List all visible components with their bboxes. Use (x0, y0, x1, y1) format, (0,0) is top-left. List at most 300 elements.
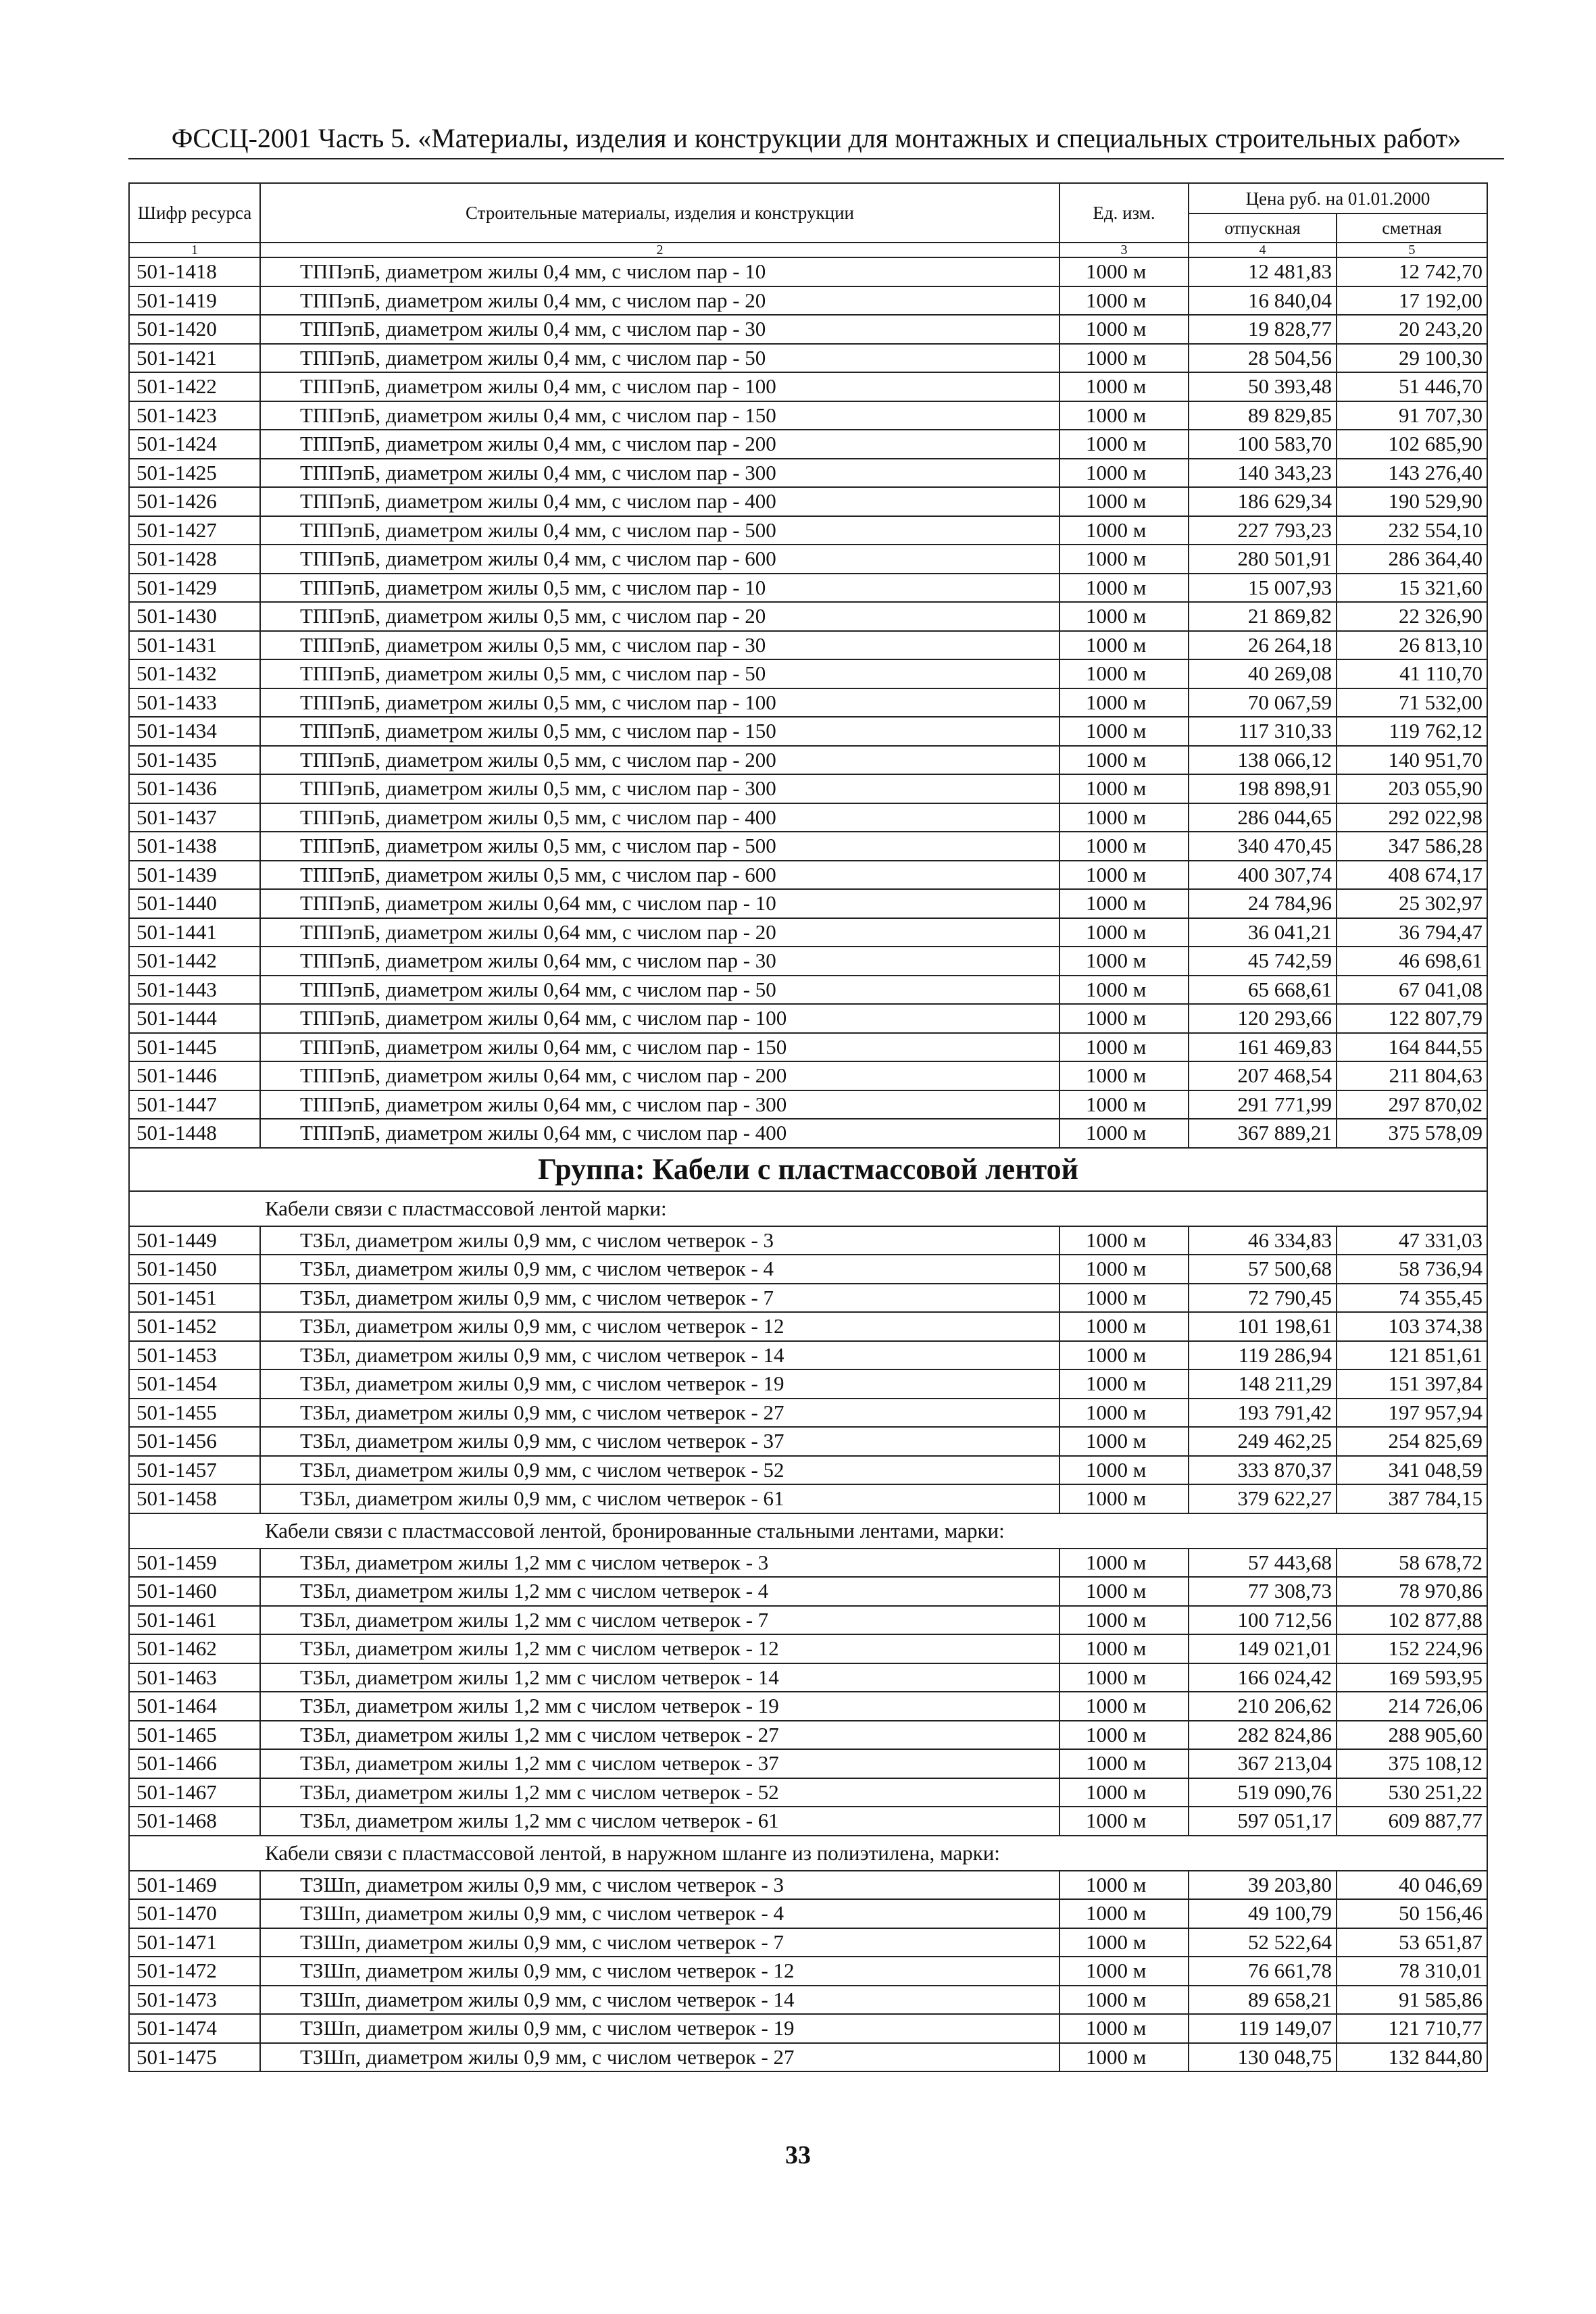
cell-price-release: 21 869,82 (1189, 602, 1337, 631)
cell-unit: 1000 м (1059, 1427, 1189, 1456)
table-row (129, 717, 1487, 746)
cell-unit: 1000 м (1059, 1033, 1189, 1062)
cell-price-estimate: 609 887,77 (1337, 1807, 1487, 1836)
table-group-section (129, 1148, 1487, 1226)
cell-name: ТЗБл, диаметром жилы 1,2 мм с числом четверок - 3 (260, 1549, 1059, 1578)
cell-name: ТППэпБ, диаметром жилы 0,4 мм, с числом пар - 500 (260, 516, 1059, 545)
cell-price-estimate: 169 593,95 (1337, 1663, 1487, 1692)
cell-price-estimate: 347 586,28 (1337, 832, 1487, 861)
cell-price-release: 70 067,59 (1189, 688, 1337, 718)
cell-unit: 1000 м (1059, 774, 1189, 803)
table-row (129, 257, 1487, 286)
cell-code: 501-1469 (129, 1871, 260, 1900)
cell-unit: 1000 м (1059, 717, 1189, 746)
cell-unit: 1000 м (1059, 286, 1189, 316)
cell-unit: 1000 м (1059, 1061, 1189, 1090)
cell-price-release: 49 100,79 (1189, 1899, 1337, 1928)
cell-code: 501-1432 (129, 659, 260, 688)
cell-code: 501-1430 (129, 602, 260, 631)
cell-name: ТЗБл, диаметром жилы 1,2 мм с числом четверок - 19 (260, 1692, 1059, 1721)
col-header-estimate: сметная (1337, 213, 1487, 243)
cell-code: 501-1452 (129, 1312, 260, 1341)
cell-price-estimate: 530 251,22 (1337, 1778, 1487, 1807)
cell-name: ТППэпБ, диаметром жилы 0,4 мм, с числом пар - 200 (260, 430, 1059, 459)
cell-unit: 1000 м (1059, 1957, 1189, 1986)
table-row (129, 1899, 1487, 1928)
cell-price-estimate: 164 844,55 (1337, 1033, 1487, 1062)
cell-code: 501-1462 (129, 1634, 260, 1663)
cell-code: 501-1473 (129, 1986, 260, 2015)
cell-unit: 1000 м (1059, 1484, 1189, 1513)
cell-price-estimate: 143 276,40 (1337, 459, 1487, 488)
cell-unit: 1000 м (1059, 574, 1189, 603)
cell-code: 501-1429 (129, 574, 260, 603)
table-row (129, 976, 1487, 1005)
cell-price-estimate: 78 970,86 (1337, 1577, 1487, 1606)
cell-name: ТЗБл, диаметром жилы 1,2 мм с числом четверок - 27 (260, 1721, 1059, 1750)
cell-unit: 1000 м (1059, 1399, 1189, 1428)
cell-price-estimate: 122 807,79 (1337, 1004, 1487, 1033)
cell-price-release: 40 269,08 (1189, 659, 1337, 688)
subgroup-row (129, 1513, 1487, 1549)
cell-code: 501-1465 (129, 1721, 260, 1750)
cell-price-estimate: 297 870,02 (1337, 1090, 1487, 1120)
cell-unit: 1000 м (1059, 545, 1189, 574)
table-subgroup-section (129, 1836, 1487, 1871)
cell-code: 501-1466 (129, 1749, 260, 1778)
cell-price-release: 149 021,01 (1189, 1634, 1337, 1663)
cell-name: ТППэпБ, диаметром жилы 0,4 мм, с числом пар - 150 (260, 401, 1059, 430)
cell-price-release: 367 889,21 (1189, 1119, 1337, 1148)
cell-unit: 1000 м (1059, 1928, 1189, 1957)
group-title-row (129, 1148, 1487, 1191)
cell-unit: 1000 м (1059, 1255, 1189, 1284)
cell-name: ТППэпБ, диаметром жилы 0,4 мм, с числом пар - 20 (260, 286, 1059, 316)
cell-price-release: 119 149,07 (1189, 2014, 1337, 2043)
cell-name: ТППэпБ, диаметром жилы 0,64 мм, с числом пар - 100 (260, 1004, 1059, 1033)
cell-unit: 1000 м (1059, 1226, 1189, 1255)
table-row (129, 1399, 1487, 1428)
cell-name: ТЗШп, диаметром жилы 0,9 мм, с числом четверок - 14 (260, 1986, 1059, 2015)
cell-price-release: 65 668,61 (1189, 976, 1337, 1005)
cell-price-release: 400 307,74 (1189, 861, 1337, 890)
cell-price-estimate: 22 326,90 (1337, 602, 1487, 631)
cell-unit: 1000 м (1059, 861, 1189, 890)
cell-unit: 1000 м (1059, 889, 1189, 918)
table-row (129, 1721, 1487, 1750)
cell-code: 501-1423 (129, 401, 260, 430)
cell-unit: 1000 м (1059, 1899, 1189, 1928)
cell-name: ТЗШп, диаметром жилы 0,9 мм, с числом четверок - 3 (260, 1871, 1059, 1900)
cell-unit: 1000 м (1059, 832, 1189, 861)
price-table (128, 182, 1488, 2072)
cell-code: 501-1418 (129, 257, 260, 286)
cell-name: ТППэпБ, диаметром жилы 0,64 мм, с числом пар - 150 (260, 1033, 1059, 1062)
cell-name: ТППэпБ, диаметром жилы 0,4 мм, с числом пар - 100 (260, 372, 1059, 401)
cell-unit: 1000 м (1059, 487, 1189, 516)
table-row (129, 430, 1487, 459)
cell-price-release: 519 090,76 (1189, 1778, 1337, 1807)
table-row (129, 889, 1487, 918)
cell-name: ТППэпБ, диаметром жилы 0,5 мм, с числом пар - 150 (260, 717, 1059, 746)
cell-price-release: 89 829,85 (1189, 401, 1337, 430)
table-row (129, 918, 1487, 947)
cell-price-estimate: 375 578,09 (1337, 1119, 1487, 1148)
cell-price-release: 28 504,56 (1189, 344, 1337, 373)
table-row (129, 1312, 1487, 1341)
cell-unit: 1000 м (1059, 602, 1189, 631)
cell-price-release: 282 824,86 (1189, 1721, 1337, 1750)
cell-name: ТППэпБ, диаметром жилы 0,64 мм, с числом пар - 300 (260, 1090, 1059, 1120)
table-row (129, 344, 1487, 373)
cell-price-estimate: 71 532,00 (1337, 688, 1487, 718)
cell-code: 501-1427 (129, 516, 260, 545)
cell-price-release: 367 213,04 (1189, 1749, 1337, 1778)
cell-name: ТЗШп, диаметром жилы 0,9 мм, с числом четверок - 7 (260, 1928, 1059, 1957)
cell-code: 501-1454 (129, 1369, 260, 1399)
table-row (129, 1033, 1487, 1062)
cell-code: 501-1424 (129, 430, 260, 459)
cell-code: 501-1450 (129, 1255, 260, 1284)
cell-unit: 1000 м (1059, 1634, 1189, 1663)
table-row (129, 574, 1487, 603)
table-row (129, 1226, 1487, 1255)
table-row (129, 774, 1487, 803)
table-row (129, 1427, 1487, 1456)
table-row (129, 1986, 1487, 2015)
cell-price-estimate: 78 310,01 (1337, 1957, 1487, 1986)
cell-unit: 1000 м (1059, 1119, 1189, 1148)
cell-unit: 1000 м (1059, 1721, 1189, 1750)
table-row (129, 602, 1487, 631)
cell-price-estimate: 152 224,96 (1337, 1634, 1487, 1663)
table-row (129, 401, 1487, 430)
cell-name: ТППэпБ, диаметром жилы 0,5 мм, с числом пар - 400 (260, 803, 1059, 832)
cell-name: ТЗБл, диаметром жилы 1,2 мм с числом четверок - 52 (260, 1778, 1059, 1807)
cell-code: 501-1468 (129, 1807, 260, 1836)
cell-code: 501-1453 (129, 1341, 260, 1370)
cell-price-release: 186 629,34 (1189, 487, 1337, 516)
page-header: ФССЦ-2001 Часть 5. «Материалы, изделия и конструкции для монтажных и специальных строительных работ» (171, 123, 1462, 153)
cell-price-estimate: 91 707,30 (1337, 401, 1487, 430)
cell-unit: 1000 м (1059, 659, 1189, 688)
cell-unit: 1000 м (1059, 688, 1189, 718)
table-row (129, 631, 1487, 660)
cell-code: 501-1425 (129, 459, 260, 488)
cell-price-estimate: 47 331,03 (1337, 1226, 1487, 1255)
cell-price-estimate: 102 685,90 (1337, 430, 1487, 459)
cell-code: 501-1459 (129, 1549, 260, 1578)
table-row (129, 1577, 1487, 1606)
cell-name: ТППэпБ, диаметром жилы 0,5 мм, с числом пар - 600 (260, 861, 1059, 890)
cell-name: ТППэпБ, диаметром жилы 0,4 мм, с числом пар - 400 (260, 487, 1059, 516)
cell-price-estimate: 91 585,86 (1337, 1986, 1487, 2015)
cell-name: ТЗШп, диаметром жилы 0,9 мм, с числом четверок - 12 (260, 1957, 1059, 1986)
table-row (129, 1090, 1487, 1120)
cell-unit: 1000 м (1059, 1284, 1189, 1313)
subgroup-row (129, 1191, 1487, 1226)
cell-code: 501-1458 (129, 1484, 260, 1513)
cell-price-estimate: 41 110,70 (1337, 659, 1487, 688)
cell-name: ТППэпБ, диаметром жилы 0,4 мм, с числом пар - 50 (260, 344, 1059, 373)
column-index: 2 (260, 243, 1059, 257)
cell-price-estimate: 292 022,98 (1337, 803, 1487, 832)
cell-code: 501-1461 (129, 1606, 260, 1635)
cell-code: 501-1439 (129, 861, 260, 890)
table-row (129, 1807, 1487, 1836)
cell-price-release: 36 041,21 (1189, 918, 1337, 947)
cell-price-release: 140 343,23 (1189, 459, 1337, 488)
cell-price-release: 77 308,73 (1189, 1577, 1337, 1606)
table-row (129, 2014, 1487, 2043)
cell-code: 501-1471 (129, 1928, 260, 1957)
cell-name: ТППэпБ, диаметром жилы 0,64 мм, с числом пар - 50 (260, 976, 1059, 1005)
cell-name: ТЗБл, диаметром жилы 0,9 мм, с числом четверок - 7 (260, 1284, 1059, 1313)
table-row (129, 487, 1487, 516)
cell-price-estimate: 25 302,97 (1337, 889, 1487, 918)
table-row (129, 545, 1487, 574)
cell-price-estimate: 375 108,12 (1337, 1749, 1487, 1778)
cell-price-release: 89 658,21 (1189, 1986, 1337, 2015)
table-row (129, 1928, 1487, 1957)
cell-code: 501-1470 (129, 1899, 260, 1928)
cell-price-estimate: 341 048,59 (1337, 1456, 1487, 1485)
cell-unit: 1000 м (1059, 401, 1189, 430)
cell-unit: 1000 м (1059, 1549, 1189, 1578)
group-title: Группа: Кабели с пластмассовой лентой (129, 1148, 1487, 1191)
table-row (129, 1369, 1487, 1399)
cell-code: 501-1455 (129, 1399, 260, 1428)
cell-price-estimate: 29 100,30 (1337, 344, 1487, 373)
cell-code: 501-1431 (129, 631, 260, 660)
cell-price-estimate: 17 192,00 (1337, 286, 1487, 316)
cell-unit: 1000 м (1059, 1312, 1189, 1341)
table-row (129, 803, 1487, 832)
table-section-tppepb (129, 257, 1487, 1148)
table-row (129, 1957, 1487, 1986)
cell-name: ТППэпБ, диаметром жилы 0,4 мм, с числом пар - 30 (260, 315, 1059, 344)
cell-price-estimate: 140 951,70 (1337, 746, 1487, 775)
cell-unit: 1000 м (1059, 1577, 1189, 1606)
cell-code: 501-1419 (129, 286, 260, 316)
column-index: 1 (129, 243, 260, 257)
cell-unit: 1000 м (1059, 257, 1189, 286)
cell-code: 501-1447 (129, 1090, 260, 1120)
cell-unit: 1000 м (1059, 1986, 1189, 2015)
cell-price-estimate: 26 813,10 (1337, 631, 1487, 660)
cell-price-estimate: 132 844,80 (1337, 2043, 1487, 2072)
cell-price-release: 148 211,29 (1189, 1369, 1337, 1399)
table-row (129, 1119, 1487, 1148)
table-row (129, 947, 1487, 976)
cell-price-release: 45 742,59 (1189, 947, 1337, 976)
cell-unit: 1000 м (1059, 1004, 1189, 1033)
subgroup-title: Кабели связи с пластмассовой лентой, в наружном шланге из полиэтилена, марки: (129, 1836, 1487, 1871)
cell-price-release: 76 661,78 (1189, 1957, 1337, 1986)
col-header-unit: Ед. изм. (1059, 183, 1189, 243)
cell-price-release: 193 791,42 (1189, 1399, 1337, 1428)
cell-code: 501-1456 (129, 1427, 260, 1456)
cell-name: ТЗБл, диаметром жилы 0,9 мм, с числом четверок - 12 (260, 1312, 1059, 1341)
cell-name: ТППэпБ, диаметром жилы 0,5 мм, с числом пар - 20 (260, 602, 1059, 631)
cell-price-release: 16 840,04 (1189, 286, 1337, 316)
cell-code: 501-1451 (129, 1284, 260, 1313)
cell-code: 501-1475 (129, 2043, 260, 2072)
cell-price-release: 227 793,23 (1189, 516, 1337, 545)
col-header-price: Цена руб. на 01.01.2000 (1189, 183, 1487, 213)
table-row (129, 659, 1487, 688)
cell-name: ТППэпБ, диаметром жилы 0,5 мм, с числом пар - 200 (260, 746, 1059, 775)
cell-name: ТППэпБ, диаметром жилы 0,5 мм, с числом пар - 30 (260, 631, 1059, 660)
table-row (129, 1255, 1487, 1284)
col-header-code: Шифр ресурса (129, 183, 260, 243)
subgroup-title: Кабели связи с пластмассовой лентой марки: (129, 1191, 1487, 1226)
column-index: 4 (1189, 243, 1337, 257)
cell-price-estimate: 102 877,88 (1337, 1606, 1487, 1635)
table-section-tzbl-12 (129, 1549, 1487, 1836)
cell-name: ТППэпБ, диаметром жилы 0,5 мм, с числом пар - 300 (260, 774, 1059, 803)
cell-name: ТЗШп, диаметром жилы 0,9 мм, с числом четверок - 27 (260, 2043, 1059, 2072)
cell-code: 501-1434 (129, 717, 260, 746)
cell-price-release: 39 203,80 (1189, 1871, 1337, 1900)
cell-code: 501-1428 (129, 545, 260, 574)
table-row (129, 1749, 1487, 1778)
cell-unit: 1000 м (1059, 1456, 1189, 1485)
cell-price-release: 280 501,91 (1189, 545, 1337, 574)
cell-price-release: 207 468,54 (1189, 1061, 1337, 1090)
cell-code: 501-1420 (129, 315, 260, 344)
cell-unit: 1000 м (1059, 1369, 1189, 1399)
col-header-name: Строительные материалы, изделия и конструкции (260, 183, 1059, 243)
table-row (129, 861, 1487, 890)
cell-code: 501-1460 (129, 1577, 260, 1606)
table-row (129, 746, 1487, 775)
cell-name: ТЗБл, диаметром жилы 0,9 мм, с числом четверок - 27 (260, 1399, 1059, 1428)
column-index: 3 (1059, 243, 1189, 257)
cell-unit: 1000 м (1059, 1663, 1189, 1692)
table-row (129, 1692, 1487, 1721)
cell-price-release: 117 310,33 (1189, 717, 1337, 746)
cell-code: 501-1444 (129, 1004, 260, 1033)
cell-price-estimate: 119 762,12 (1337, 717, 1487, 746)
cell-name: ТППэпБ, диаметром жилы 0,4 мм, с числом пар - 600 (260, 545, 1059, 574)
cell-unit: 1000 м (1059, 1606, 1189, 1635)
table-row (129, 1549, 1487, 1578)
table-row (129, 516, 1487, 545)
cell-price-estimate: 46 698,61 (1337, 947, 1487, 976)
cell-unit: 1000 м (1059, 2014, 1189, 2043)
subgroup-title: Кабели связи с пластмассовой лентой, бронированные стальными лентами, марки: (129, 1513, 1487, 1549)
cell-name: ТППэпБ, диаметром жилы 0,5 мм, с числом пар - 100 (260, 688, 1059, 718)
cell-price-estimate: 232 554,10 (1337, 516, 1487, 545)
cell-price-release: 52 522,64 (1189, 1928, 1337, 1957)
cell-name: ТЗШп, диаметром жилы 0,9 мм, с числом четверок - 19 (260, 2014, 1059, 2043)
cell-name: ТППэпБ, диаметром жилы 0,4 мм, с числом пар - 300 (260, 459, 1059, 488)
cell-code: 501-1449 (129, 1226, 260, 1255)
table-row (129, 1284, 1487, 1313)
cell-unit: 1000 м (1059, 1807, 1189, 1836)
cell-price-estimate: 408 674,17 (1337, 861, 1487, 890)
table-row (129, 1061, 1487, 1090)
cell-price-release: 72 790,45 (1189, 1284, 1337, 1313)
cell-unit: 1000 м (1059, 631, 1189, 660)
cell-price-release: 100 583,70 (1189, 430, 1337, 459)
cell-name: ТЗБл, диаметром жилы 0,9 мм, с числом четверок - 14 (260, 1341, 1059, 1370)
cell-price-release: 198 898,91 (1189, 774, 1337, 803)
cell-code: 501-1446 (129, 1061, 260, 1090)
cell-price-release: 249 462,25 (1189, 1427, 1337, 1456)
cell-code: 501-1440 (129, 889, 260, 918)
cell-code: 501-1474 (129, 2014, 260, 2043)
cell-code: 501-1433 (129, 688, 260, 718)
table-row (129, 1004, 1487, 1033)
cell-name: ТППэпБ, диаметром жилы 0,64 мм, с числом пар - 10 (260, 889, 1059, 918)
table-row (129, 372, 1487, 401)
cell-name: ТППэпБ, диаметром жилы 0,5 мм, с числом пар - 50 (260, 659, 1059, 688)
table-section-tzbl-09 (129, 1226, 1487, 1513)
cell-price-estimate: 51 446,70 (1337, 372, 1487, 401)
cell-price-estimate: 74 355,45 (1337, 1284, 1487, 1313)
cell-price-release: 57 500,68 (1189, 1255, 1337, 1284)
cell-price-release: 15 007,93 (1189, 574, 1337, 603)
col-header-release: отпускная (1189, 213, 1337, 243)
cell-price-release: 138 066,12 (1189, 746, 1337, 775)
cell-code: 501-1421 (129, 344, 260, 373)
cell-name: ТЗШп, диаметром жилы 0,9 мм, с числом четверок - 4 (260, 1899, 1059, 1928)
cell-price-estimate: 15 321,60 (1337, 574, 1487, 603)
table-row (129, 1341, 1487, 1370)
cell-name: ТППэпБ, диаметром жилы 0,5 мм, с числом пар - 500 (260, 832, 1059, 861)
table-row (129, 315, 1487, 344)
cell-price-estimate: 286 364,40 (1337, 545, 1487, 574)
cell-unit: 1000 м (1059, 2043, 1189, 2072)
cell-name: ТЗБл, диаметром жилы 0,9 мм, с числом четверок - 19 (260, 1369, 1059, 1399)
cell-unit: 1000 м (1059, 315, 1189, 344)
table-row (129, 832, 1487, 861)
cell-unit: 1000 м (1059, 372, 1189, 401)
cell-code: 501-1438 (129, 832, 260, 861)
cell-unit: 1000 м (1059, 516, 1189, 545)
cell-unit: 1000 м (1059, 1778, 1189, 1807)
cell-price-release: 340 470,45 (1189, 832, 1337, 861)
table-row (129, 1456, 1487, 1485)
cell-price-release: 130 048,75 (1189, 2043, 1337, 2072)
cell-price-release: 12 481,83 (1189, 257, 1337, 286)
page-number: 33 (785, 2141, 811, 2169)
cell-price-estimate: 190 529,90 (1337, 487, 1487, 516)
cell-unit: 1000 м (1059, 1749, 1189, 1778)
cell-price-release: 19 828,77 (1189, 315, 1337, 344)
cell-name: ТППэпБ, диаметром жилы 0,5 мм, с числом пар - 10 (260, 574, 1059, 603)
cell-price-estimate: 67 041,08 (1337, 976, 1487, 1005)
cell-code: 501-1467 (129, 1778, 260, 1807)
cell-name: ТЗБл, диаметром жилы 1,2 мм с числом четверок - 61 (260, 1807, 1059, 1836)
cell-price-release: 161 469,83 (1189, 1033, 1337, 1062)
cell-unit: 1000 м (1059, 746, 1189, 775)
table-row (129, 688, 1487, 718)
cell-unit: 1000 м (1059, 1871, 1189, 1900)
cell-name: ТЗБл, диаметром жилы 1,2 мм с числом четверок - 7 (260, 1606, 1059, 1635)
table-row (129, 1663, 1487, 1692)
cell-name: ТЗБл, диаметром жилы 0,9 мм, с числом четверок - 61 (260, 1484, 1059, 1513)
table-row (129, 1871, 1487, 1900)
cell-price-release: 120 293,66 (1189, 1004, 1337, 1033)
cell-name: ТЗБл, диаметром жилы 0,9 мм, с числом четверок - 37 (260, 1427, 1059, 1456)
cell-price-estimate: 387 784,15 (1337, 1484, 1487, 1513)
cell-code: 501-1435 (129, 746, 260, 775)
cell-price-estimate: 151 397,84 (1337, 1369, 1487, 1399)
cell-price-release: 597 051,17 (1189, 1807, 1337, 1836)
